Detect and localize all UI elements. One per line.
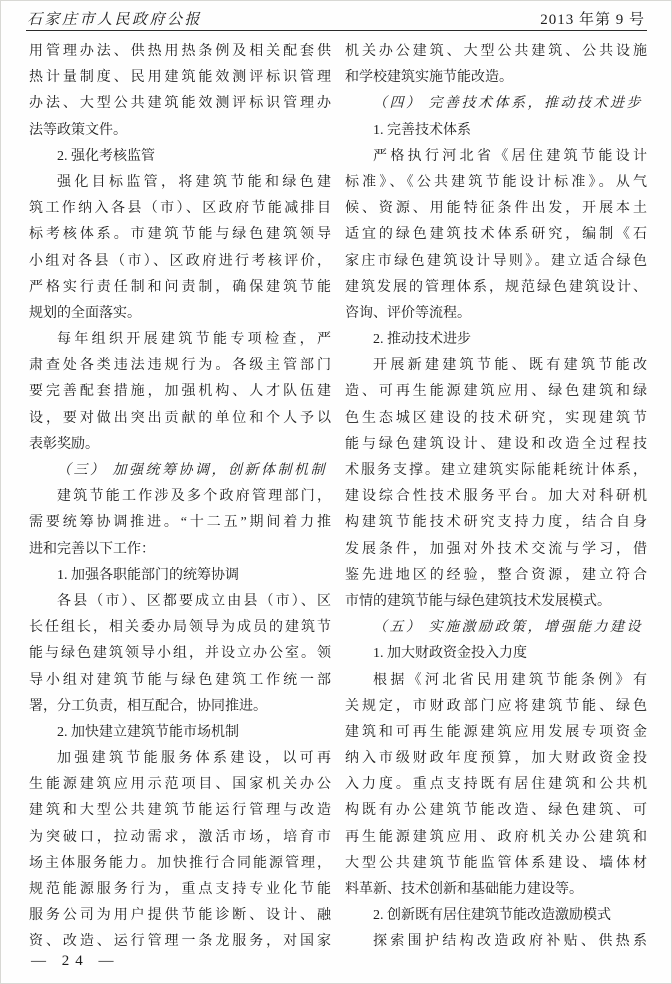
text-line: 肃查处各类违法违规行为。各级主管部门 [29, 358, 331, 374]
text-line: （五） 实施激励政策，增强能力建设 [373, 620, 643, 636]
text-line: 开展新建建筑节能、既有建筑节能改 [373, 358, 647, 374]
text-line: 鉴先进地区的经验，整合资源，建立符合 [345, 567, 647, 583]
text-line: 2. 加快建立建筑节能市场机制 [57, 724, 239, 740]
text-line: 小组对各县（市）、区政府进行考核评价， [29, 253, 331, 269]
text-line: 纳入市级财政年度预算，加大财政资金投 [345, 751, 647, 767]
text-line: 建筑节能工作涉及多个政府管理部门， [57, 489, 331, 505]
text-line: （四） 完善技术体系，推动技术进步 [373, 96, 643, 112]
text-line: 1. 加大财政资金投入力度 [373, 646, 527, 662]
text-line: 标考核体系。市建筑节能与绿色建筑领导 [29, 227, 331, 243]
text-line: 强化目标监管，将建筑节能和绿色建 [57, 174, 331, 190]
text-line: 严格实行责任制和问责制，确保建筑节能 [29, 279, 331, 295]
text-line: 资、改造、运行管理一条龙服务，对国家 [29, 934, 331, 950]
text-line: 署，分工负责，相互配合，协同推进。 [29, 698, 267, 714]
text-line: 为突破口，拉动需求，激活市场，培育市 [29, 829, 331, 845]
text-line: 2. 创新既有居住建筑节能改造激励模式 [373, 908, 611, 924]
text-line: 色生态城区建设的技术研究，实现建筑节 [345, 410, 647, 426]
text-line: 2. 强化考核监管 [57, 148, 155, 164]
left-column [29, 39, 331, 956]
text-line: 入力度。重点支持既有居住建筑和公共机 [345, 777, 647, 793]
text-line: 筑工作纳入各县（市）、区政府节能减排目 [29, 201, 331, 217]
text-line: 规范能源服务行为，重点支持专业化节能 [29, 882, 331, 897]
text-line: 场主体服务能力。加快推行合同能源管理， [29, 855, 331, 871]
text-line: 大型公共建筑节能监管体系建设、墙体材 [345, 855, 647, 871]
text-line: 适宜的绿色建筑技术体系研究，编制《石 [345, 227, 647, 243]
text-line: 各县（市）、区都要成立由县（市）、区 [57, 593, 331, 609]
text-line: 1. 加强各职能部门的统筹协调 [57, 567, 239, 583]
text-line: 根据《河北省民用建筑节能条例》有 [373, 672, 647, 688]
right-column [345, 39, 647, 956]
text-line: 发展条件，加强对外技术交流与学习，借 [345, 541, 647, 557]
text-line: 建设综合性技术服务平台。加大对科研机 [345, 489, 647, 505]
text-line: 服务公司为用户提供节能诊断、设计、融 [29, 908, 331, 924]
text-line: 法等政策文件。 [29, 122, 127, 138]
text-line: 构既有办公建筑节能改造、绿色建筑、可 [345, 803, 647, 819]
text-line: 加强建筑节能服务体系建设，以可再 [57, 751, 331, 767]
text-line: 规划的全面落实。 [29, 305, 141, 321]
text-line: 建筑和大型公共建筑节能运行管理与改造 [29, 803, 331, 819]
text-line: 长任组长，相关委办局领导为成员的建筑节 [29, 620, 331, 636]
gazette-title: 石家庄市人民政府公报 [27, 12, 203, 28]
text-line: 再生能源建筑应用、政府机关办公建筑和 [345, 829, 647, 845]
text-line: 造、可再生能源建筑应用、绿色建筑和绿 [345, 384, 647, 400]
text-line: 每年组织开展建筑节能专项检查，严 [57, 332, 331, 348]
text-line: 探索围护结构改造政府补贴、供热系 [373, 934, 647, 950]
text-line: 进和完善以下工作： [29, 541, 155, 557]
text-line: 生能源建筑应用示范项目、国家机关办公 [29, 777, 331, 793]
text-line: 热计量制度、民用建筑能效测评标识管理 [29, 70, 331, 86]
text-line: 市情的建筑节能与绿色建筑技术发展模式。 [345, 593, 611, 609]
text-line: （三） 加强统筹协调，创新体制机制 [57, 463, 327, 478]
text-line: 1. 完善技术体系 [373, 122, 471, 138]
header-rule [26, 30, 647, 31]
text-line: 建筑发展的管理体系，规范绿色建筑设计、 [345, 279, 647, 295]
text-line: 能与绿色建筑领导小组，并设立办公室。领 [29, 646, 331, 662]
text-line: 咨询、评价等流程。 [345, 305, 471, 321]
running-head [27, 7, 645, 29]
text-line: 候、资源、用能特征条件出发，开展本土 [345, 201, 647, 217]
text-line: 表彰奖励。 [29, 436, 99, 452]
text-line: 关规定，市财政部门应将建筑节能、绿色 [345, 698, 647, 714]
text-line: 术服务支撑。建立建筑实际能耗统计体系， [345, 463, 647, 478]
text-line: 建筑和可再生能源建筑应用发展专项资金 [345, 724, 647, 740]
text-line: 要完善配套措施，加强机构、人才队伍建 [29, 384, 331, 400]
page-number: — 24 — [31, 953, 120, 969]
issue-number: 2013 年第 9 号 [540, 12, 645, 28]
text-line: 2. 推动技术进步 [373, 332, 471, 348]
text-line: 用管理办法、供热用热条例及相关配套供 [29, 44, 331, 59]
text-line: 家庄市绿色建筑设计导则》。建立适合绿色 [345, 253, 647, 269]
text-line: 机关办公建筑、大型公共建筑、公共设施 [345, 44, 647, 59]
text-line: 标准》、《公共建筑节能设计标准》。从气 [345, 174, 647, 190]
text-line: 导小组对建筑节能与绿色建筑工作统一部 [29, 672, 331, 688]
text-line: 能与绿色建筑设计、建设和改造全过程技 [345, 436, 647, 452]
text-columns [29, 39, 647, 956]
text-line: 料革新、技术创新和基础能力建设等。 [345, 882, 583, 897]
text-line: 设，要对做出突出贡献的单位和个人予以 [29, 410, 331, 426]
text-line: 严格执行河北省《居住建筑节能设计 [373, 148, 647, 164]
text-line: 和学校建筑实施节能改造。 [345, 70, 513, 86]
text-line: 需要统筹协调推进。“十二五”期间着力推 [29, 515, 331, 531]
text-line: 构建筑节能技术研究支持力度，结合自身 [345, 515, 647, 531]
text-line: 办法、大型公共建筑能效测评标识管理办 [29, 96, 331, 112]
